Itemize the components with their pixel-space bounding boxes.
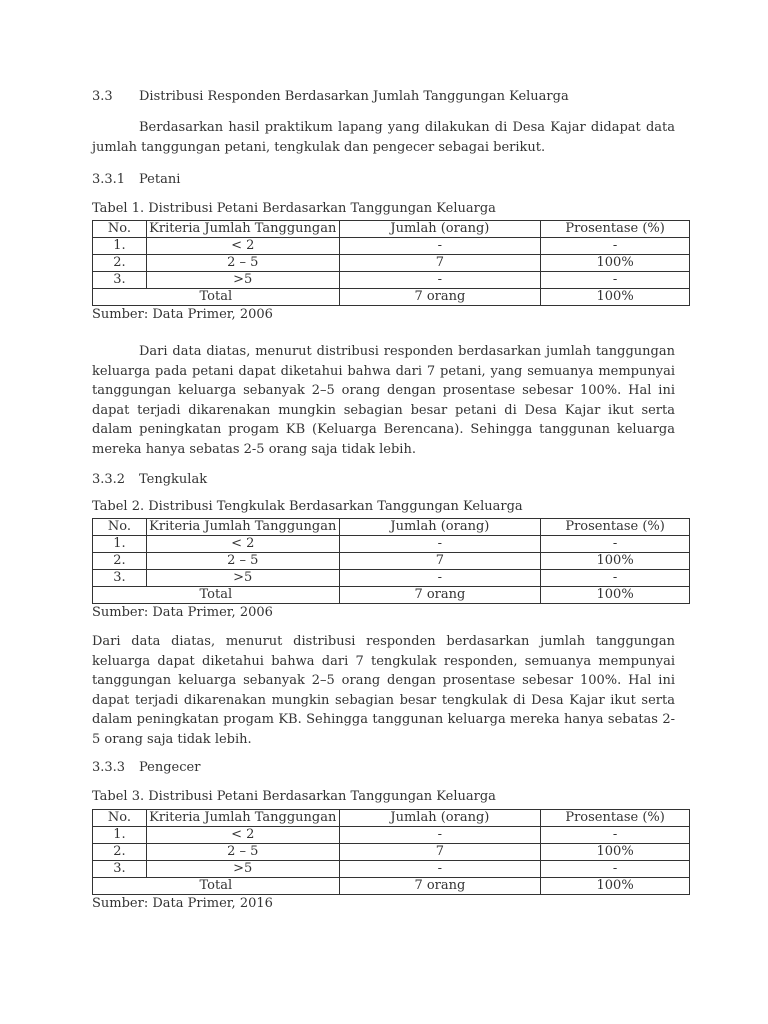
total-label: Total xyxy=(93,878,340,895)
cell-no: 3. xyxy=(93,861,147,878)
total-jumlah: 7 orang xyxy=(339,587,541,604)
header-no: No. xyxy=(93,810,147,827)
cell-jumlah: - xyxy=(339,827,541,844)
cell-jumlah: - xyxy=(339,272,541,289)
cell-kriteria: 2 – 5 xyxy=(146,255,339,272)
cell-kriteria: 2 – 5 xyxy=(146,844,339,861)
cell-kriteria: >5 xyxy=(146,861,339,878)
table-total-row xyxy=(93,587,690,604)
header-kriteria: Kriteria Jumlah Tanggungan xyxy=(146,810,339,827)
cell-prosentase: - xyxy=(541,827,690,844)
intro-paragraph: Berdasarkan hasil praktikum lapang yang dilakukan di Desa Kajar didapat data jumlah tanggungan petani, tengkulak dan pengecer sebagai berikut. xyxy=(92,120,675,155)
table-row xyxy=(93,861,690,878)
cell-no: 1. xyxy=(93,238,147,255)
header-prosentase: Prosentase (%) xyxy=(541,519,690,536)
subsection-heading-pengecer xyxy=(92,760,200,775)
table-caption-2: Tabel 2. Distribusi Tengkulak Berdasarkan Tanggungan Keluarga xyxy=(92,499,523,514)
cell-no: 3. xyxy=(93,272,147,289)
header-jumlah: Jumlah (orang) xyxy=(339,810,541,827)
cell-prosentase: - xyxy=(541,536,690,553)
header-jumlah: Jumlah (orang) xyxy=(339,221,541,238)
cell-jumlah: 7 xyxy=(339,255,541,272)
subsection-heading-tengkulak xyxy=(92,472,207,487)
cell-kriteria: >5 xyxy=(146,570,339,587)
total-label: Total xyxy=(93,587,340,604)
cell-prosentase: - xyxy=(541,570,690,587)
table-tengkulak xyxy=(92,518,690,604)
table-source-2: Sumber: Data Primer, 2006 xyxy=(92,605,273,620)
cell-jumlah: 7 xyxy=(339,553,541,570)
table-row xyxy=(93,272,690,289)
cell-kriteria: < 2 xyxy=(146,238,339,255)
cell-no: 3. xyxy=(93,570,147,587)
total-jumlah: 7 orang xyxy=(339,878,541,895)
section-title: Distribusi Responden Berdasarkan Jumlah Tanggungan Keluarga xyxy=(139,89,569,104)
cell-kriteria: >5 xyxy=(146,272,339,289)
cell-no: 2. xyxy=(93,255,147,272)
table-row xyxy=(93,570,690,587)
subsection-title: Petani xyxy=(139,172,181,187)
total-jumlah: 7 orang xyxy=(339,289,541,306)
header-jumlah: Jumlah (orang) xyxy=(339,519,541,536)
table-total-row xyxy=(93,289,690,306)
table-row xyxy=(93,255,690,272)
header-no: No. xyxy=(93,221,147,238)
table-header-row xyxy=(93,221,690,238)
header-kriteria: Kriteria Jumlah Tanggungan xyxy=(146,519,339,536)
cell-jumlah: - xyxy=(339,238,541,255)
header-kriteria: Kriteria Jumlah Tanggungan xyxy=(146,221,339,238)
header-prosentase: Prosentase (%) xyxy=(541,221,690,238)
table-petani xyxy=(92,220,690,306)
cell-no: 2. xyxy=(93,844,147,861)
subsection-heading-petani xyxy=(92,172,180,187)
cell-prosentase: 100% xyxy=(541,553,690,570)
paragraph-petani: Dari data diatas, menurut distribusi responden berdasarkan jumlah tanggungan keluarga pada petani dapat diketahui bahwa dari 7 petani, yang semuanya mempunyai tanggungan keluarga sebanyak 2–5 orang dengan prosentase sebesar 100%. Hal ini dapat terjadi dikarenakan mungkin sebagian besar petani di Desa Kajar ikut serta dalam peningkatan progam KB (Keluarga Berencana). Sehingga tanggunan keluarga mereka hanya sebatas 2-5 orang saja tidak lebih. xyxy=(92,344,675,457)
subsection-title: Tengkulak xyxy=(139,472,208,487)
total-prosentase: 100% xyxy=(541,878,690,895)
subsection-number: 3.3.1 xyxy=(92,172,126,187)
table-row xyxy=(93,553,690,570)
total-prosentase: 100% xyxy=(541,289,690,306)
cell-jumlah: - xyxy=(339,570,541,587)
subsection-number: 3.3.2 xyxy=(92,472,126,487)
section-heading xyxy=(92,89,569,104)
header-no: No. xyxy=(93,519,147,536)
cell-kriteria: 2 – 5 xyxy=(146,553,339,570)
table-row xyxy=(93,536,690,553)
table-pengecer xyxy=(92,809,690,895)
paragraph-tengkulak: Dari data diatas, menurut distribusi responden berdasarkan jumlah tanggungan keluarga dapat diketahui bahwa dari 7 tengkulak responden, semuanya mempunyai tanggungan keluarga sebanyak 2–5 orang dengan prosentase sebesar 100%. Hal ini dapat terjadi dikarenakan mungkin sebagian besar tengkulak di Desa Kajar ikut serta dalam peningkatan progam KB. Sehingga tanggunan keluarga mereka hanya sebatas 2-5 orang saja tidak lebih. xyxy=(92,634,675,747)
cell-prosentase: 100% xyxy=(541,255,690,272)
table-header-row xyxy=(93,810,690,827)
table-row xyxy=(93,238,690,255)
cell-jumlah: - xyxy=(339,536,541,553)
cell-kriteria: < 2 xyxy=(146,827,339,844)
total-label: Total xyxy=(93,289,340,306)
cell-prosentase: - xyxy=(541,861,690,878)
header-prosentase: Prosentase (%) xyxy=(541,810,690,827)
table-caption-3: Tabel 3. Distribusi Petani Berdasarkan Tanggungan Keluarga xyxy=(92,789,496,804)
cell-no: 1. xyxy=(93,536,147,553)
total-prosentase: 100% xyxy=(541,587,690,604)
table-total-row xyxy=(93,878,690,895)
cell-prosentase: - xyxy=(541,272,690,289)
subsection-title: Pengecer xyxy=(139,760,201,775)
cell-jumlah: - xyxy=(339,861,541,878)
table-header-row xyxy=(93,519,690,536)
cell-no: 1. xyxy=(93,827,147,844)
cell-kriteria: < 2 xyxy=(146,536,339,553)
cell-prosentase: - xyxy=(541,238,690,255)
table-row xyxy=(93,827,690,844)
table-source-1: Sumber: Data Primer, 2006 xyxy=(92,307,273,322)
cell-no: 2. xyxy=(93,553,147,570)
table-source-3: Sumber: Data Primer, 2016 xyxy=(92,896,273,911)
subsection-number: 3.3.3 xyxy=(92,760,126,775)
table-row xyxy=(93,844,690,861)
section-number: 3.3 xyxy=(92,89,113,104)
cell-jumlah: 7 xyxy=(339,844,541,861)
table-caption-1: Tabel 1. Distribusi Petani Berdasarkan Tanggungan Keluarga xyxy=(92,201,496,216)
cell-prosentase: 100% xyxy=(541,844,690,861)
